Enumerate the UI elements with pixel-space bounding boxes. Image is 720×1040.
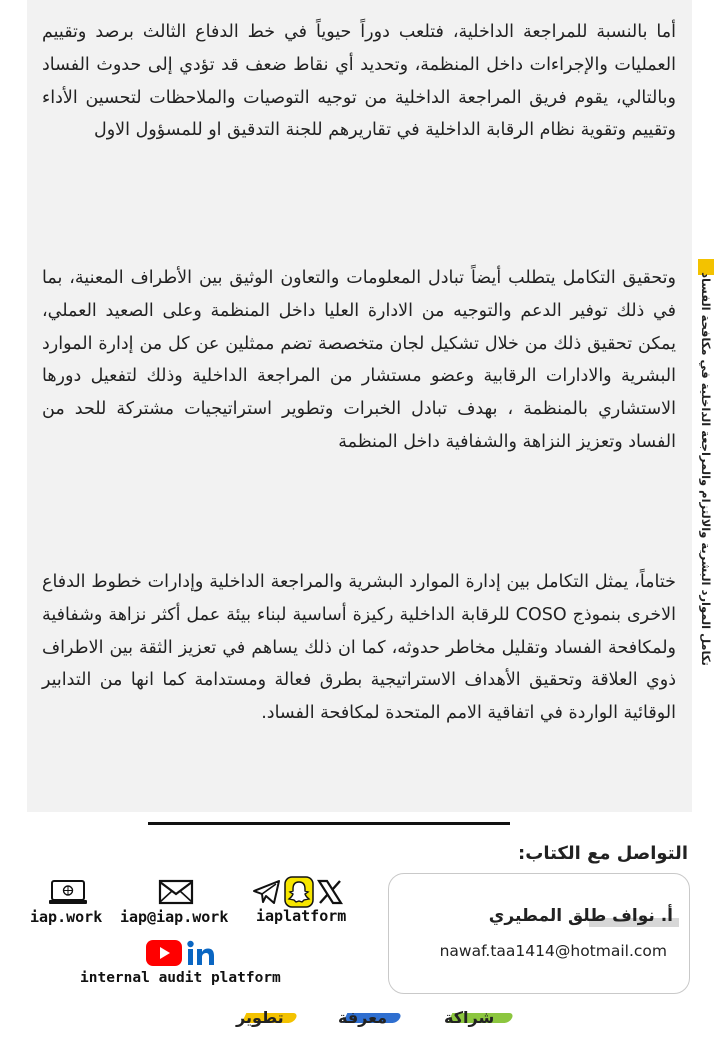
email-link[interactable]: iap@iap.work (120, 908, 229, 926)
footer-word-partnership: شراكة (444, 1008, 495, 1027)
monitor-icon[interactable] (48, 878, 88, 910)
footer-word-development: تطوير (236, 1008, 284, 1027)
telegram-icon[interactable] (252, 878, 282, 910)
social-handle[interactable]: iaplatform (256, 907, 347, 925)
envelope-icon[interactable] (158, 879, 194, 909)
paragraph-internal-audit: أما بالنسبة للمراجعة الداخلية، فتلعب دوراً حيوياً في خط الدفاع الثالث برصد وتقييم العمليات والإجراءات داخل المنظمة، وتحديد أي نقاط ضعف قد تؤدي إلى حدوث الفساد وبالتالي، يقوم فريق المراجعة الداخلية من توجيه التوصيات والملاحظات لتحسين الأداء وتقييم وتقوية نظام الرقابة الداخلية في تقاريرهم للجنة التدقيق او للمسؤول الاول (42, 22, 676, 141)
section-divider (148, 822, 510, 825)
contact-heading: التواصل مع الكتاب: (518, 843, 688, 864)
paragraph-conclusion: ختاماً، يمثل التكامل بين إدارة الموارد البشرية والمراجعة الداخلية وإدارات خطوط الدفاع الاخرى بنموذج COSO للرقابة الداخلية ركيزة أساسية لبناء بيئة عمل أكثر نزاهة وشفافية ولمكافحة الفساد وتقليل مخاطر حدوثه، كما ان ذلك يساهم في تعزيز الثقة بين الاطراف ذوي العلاقة وتحقيق الأهداف الاستراتيجية بطرق فعالة ومستدامة كما انها من التدابير الوقائية الواردة في اتفاقية الامم المتحدة لمكافحة الفساد. (42, 572, 676, 724)
paragraph-integration: وتحقيق التكامل يتطلب أيضاً تبادل المعلومات والتعاون الوثيق بين الأطراف المعنية، بما في ذلك توفير الدعم والتوجيه من الادارة العليا داخل المنظمة وعلى الصعيد العملي، يمكن تحقيق ذلك من خلال تشكيل لجان متخصصة تضم ممثلين عن كل من إدارة الموارد البشرية والادارات الرقابية وعضو مستشار من المراجعة الداخلية وذلك لتفعيل دورها الاستشاري بالمنظمة ، بهدف تبادل الخبرات وتطوير استراتيجيات مشتركة للحد من الفساد وتعزيز النزاهة والشفافية داخل المنظمة (42, 268, 676, 452)
footer-word-knowledge: معرفة (338, 1008, 388, 1027)
author-email[interactable]: nawaf.taa1414@hotmail.com (439, 942, 667, 960)
platform-name: internal audit platform (80, 970, 281, 986)
youtube-icon[interactable] (146, 940, 182, 970)
author-name: أ. نواف طلق المطيري (488, 906, 673, 926)
linkedin-icon[interactable] (186, 940, 216, 970)
author-card (388, 873, 690, 994)
vertical-section-title: تكامل الموارد البشرية والالتزام والمراجعة الداخلية في مكافحة الفساد (699, 272, 713, 666)
website-link[interactable]: iap.work (30, 908, 103, 926)
x-icon[interactable] (316, 878, 344, 910)
